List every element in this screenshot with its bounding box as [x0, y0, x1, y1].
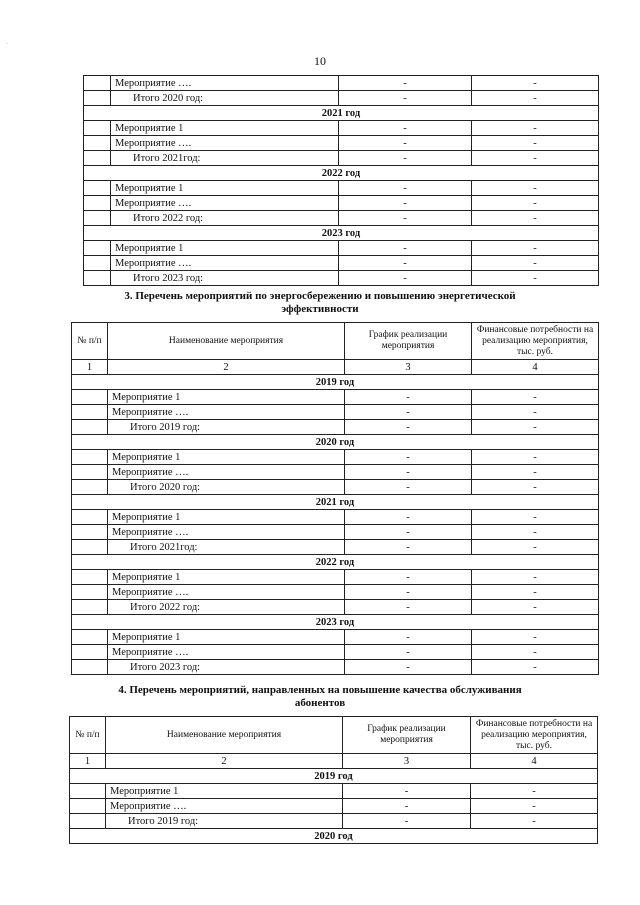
row-number-cell [72, 660, 108, 675]
financing-cell: - [472, 645, 599, 660]
financing-cell: - [472, 181, 599, 196]
total-row [84, 271, 599, 286]
financing-cell: - [472, 256, 599, 271]
row-number-cell [70, 784, 106, 799]
event-row [84, 181, 599, 196]
financing-cell: - [472, 510, 599, 525]
schedule-cell: - [343, 784, 471, 799]
financing-cell: - [472, 600, 599, 615]
event-row [72, 510, 599, 525]
section-4-title: 4. Перечень мероприятий, направленных на повышение качества обслуживания абонентов [118, 684, 522, 709]
event-name-cell: Мероприятие …. [106, 799, 343, 814]
event-name-cell: Мероприятие 1 [108, 390, 345, 405]
header-event-name: Наименование мероприятия [108, 323, 345, 360]
event-name-cell: Мероприятие …. [108, 405, 345, 420]
year-header-row [72, 435, 599, 450]
total-row [84, 151, 599, 166]
financing-cell: - [472, 420, 599, 435]
column-index: 2 [106, 754, 343, 769]
schedule-cell: - [339, 151, 472, 166]
row-number-cell [72, 525, 108, 540]
event-row [70, 799, 598, 814]
event-name-cell: Итого 2019 год: [108, 420, 345, 435]
financing-cell: - [472, 405, 599, 420]
schedule-cell: - [345, 480, 472, 495]
row-number-cell [84, 181, 111, 196]
event-name-cell: Мероприятие 1 [108, 570, 345, 585]
schedule-cell: - [339, 121, 472, 136]
year-header-row [72, 555, 599, 570]
column-index: 1 [70, 754, 106, 769]
schedule-cell: - [339, 196, 472, 211]
event-name-cell: Итого 2020 год: [108, 480, 345, 495]
row-number-cell [84, 241, 111, 256]
schedule-cell: - [345, 450, 472, 465]
event-name-cell: Мероприятие …. [108, 585, 345, 600]
event-name-cell: Итого 2021год: [111, 151, 339, 166]
year-label: 2019 год [72, 375, 599, 390]
year-label: 2022 год [72, 555, 599, 570]
financing-cell: - [472, 121, 599, 136]
event-name-cell: Мероприятие 1 [108, 630, 345, 645]
schedule-cell: - [345, 645, 472, 660]
schedule-cell: - [339, 181, 472, 196]
total-row [84, 91, 599, 106]
header-number: № п/п [70, 717, 106, 754]
event-row [84, 121, 599, 136]
schedule-cell: - [345, 660, 472, 675]
event-row [84, 76, 599, 91]
event-row [84, 196, 599, 211]
event-row [72, 405, 599, 420]
schedule-cell: - [345, 390, 472, 405]
column-index: 1 [72, 360, 108, 375]
event-row [72, 450, 599, 465]
schedule-cell: - [345, 405, 472, 420]
header-financing: Финансовые потребности на реализацию мероприятия, тыс. руб. [472, 323, 599, 360]
row-number-cell [72, 420, 108, 435]
financing-cell: - [472, 450, 599, 465]
section-3-title: 3. Перечень мероприятий по энергосбережению и повышению энергетической эффективности [124, 290, 516, 315]
page-number: 10 [314, 54, 326, 68]
event-row [84, 256, 599, 271]
table-header-row [72, 323, 599, 360]
financing-cell: - [472, 570, 599, 585]
row-number-cell [72, 390, 108, 405]
row-number-cell [72, 630, 108, 645]
event-name-cell: Итого 2022 год: [111, 211, 339, 226]
financing-cell: - [472, 540, 599, 555]
financing-cell: - [472, 630, 599, 645]
event-name-cell: Мероприятие 1 [108, 510, 345, 525]
row-number-cell [72, 450, 108, 465]
schedule-cell: - [339, 91, 472, 106]
total-row [72, 480, 599, 495]
row-number-cell [72, 480, 108, 495]
row-number-cell [70, 799, 106, 814]
financing-cell: - [472, 271, 599, 286]
total-row [72, 540, 599, 555]
financing-cell: - [472, 211, 599, 226]
row-number-cell [84, 271, 111, 286]
event-name-cell: Мероприятие 1 [111, 241, 339, 256]
schedule-cell: - [343, 814, 471, 829]
schedule-cell: - [345, 525, 472, 540]
total-row [72, 660, 599, 675]
row-number-cell [84, 76, 111, 91]
financing-cell: - [472, 91, 599, 106]
total-row [70, 814, 598, 829]
event-row [84, 136, 599, 151]
total-row [72, 420, 599, 435]
schedule-cell: - [339, 256, 472, 271]
event-row [72, 570, 599, 585]
header-financing: Финансовые потребности на реализацию мероприятия, тыс. руб. [471, 717, 598, 754]
event-name-cell: Мероприятие …. [108, 525, 345, 540]
header-number: № п/п [72, 323, 108, 360]
column-index: 2 [108, 360, 345, 375]
year-header-row [84, 226, 599, 241]
financing-cell: - [472, 76, 599, 91]
row-number-cell [72, 405, 108, 420]
event-row [70, 784, 598, 799]
year-header-row [84, 106, 599, 121]
financing-cell: - [472, 480, 599, 495]
year-header-row [70, 769, 598, 784]
events-table-continued [83, 75, 599, 286]
row-number-cell [84, 196, 111, 211]
financing-cell: - [472, 136, 599, 151]
year-label: 2021 год [72, 495, 599, 510]
event-name-cell: Мероприятие …. [111, 256, 339, 271]
financing-cell: - [471, 784, 598, 799]
financing-cell: - [472, 525, 599, 540]
header-schedule: График реализации мероприятия [345, 323, 472, 360]
year-label: 2019 год [70, 769, 598, 784]
schedule-cell: - [345, 600, 472, 615]
row-number-cell [70, 814, 106, 829]
row-number-cell [72, 540, 108, 555]
event-name-cell: Мероприятие …. [111, 196, 339, 211]
schedule-cell: - [339, 136, 472, 151]
financing-cell: - [472, 390, 599, 405]
event-name-cell: Мероприятие 1 [106, 784, 343, 799]
event-row [84, 241, 599, 256]
schedule-cell: - [345, 465, 472, 480]
year-header-row [70, 829, 598, 844]
column-index: 3 [345, 360, 472, 375]
event-name-cell: Итого 2023 год: [108, 660, 345, 675]
event-row [72, 645, 599, 660]
event-row [72, 630, 599, 645]
schedule-cell: - [339, 241, 472, 256]
column-index: 4 [471, 754, 598, 769]
schedule-cell: - [339, 271, 472, 286]
schedule-cell: - [345, 630, 472, 645]
schedule-cell: - [345, 570, 472, 585]
financing-cell: - [472, 196, 599, 211]
row-number-cell [72, 600, 108, 615]
financing-cell: - [472, 585, 599, 600]
financing-cell: - [471, 814, 598, 829]
financing-cell: - [472, 241, 599, 256]
event-name-cell: Мероприятие 1 [111, 181, 339, 196]
total-row [72, 600, 599, 615]
schedule-cell: - [343, 799, 471, 814]
event-name-cell: Мероприятие 1 [108, 450, 345, 465]
row-number-cell [84, 256, 111, 271]
event-name-cell: Мероприятие …. [111, 136, 339, 151]
column-index-row [70, 754, 598, 769]
event-row [72, 465, 599, 480]
row-number-cell [72, 570, 108, 585]
schedule-cell: - [345, 510, 472, 525]
year-label: 2020 год [70, 829, 598, 844]
year-label: 2021 год [84, 106, 599, 121]
financing-cell: - [472, 151, 599, 166]
schedule-cell: - [345, 420, 472, 435]
event-name-cell: Итого 2019 год: [106, 814, 343, 829]
row-number-cell [84, 91, 111, 106]
year-label: 2023 год [84, 226, 599, 241]
year-label: 2023 год [72, 615, 599, 630]
schedule-cell: - [339, 76, 472, 91]
schedule-cell: - [339, 211, 472, 226]
row-number-cell [72, 645, 108, 660]
schedule-cell: - [345, 585, 472, 600]
row-number-cell [72, 585, 108, 600]
column-index-row [72, 360, 599, 375]
event-name-cell: Мероприятие …. [108, 465, 345, 480]
row-number-cell [84, 136, 111, 151]
scan-margin-mark: · [6, 40, 9, 48]
row-number-cell [84, 151, 111, 166]
year-header-row [84, 166, 599, 181]
table-header-row [70, 717, 598, 754]
row-number-cell [72, 465, 108, 480]
financing-cell: - [472, 465, 599, 480]
event-name-cell: Итого 2020 год: [111, 91, 339, 106]
row-number-cell [84, 121, 111, 136]
event-row [72, 585, 599, 600]
financing-cell: - [471, 799, 598, 814]
schedule-cell: - [345, 540, 472, 555]
year-header-row [72, 495, 599, 510]
event-name-cell: Итого 2023 год: [111, 271, 339, 286]
row-number-cell [72, 510, 108, 525]
total-row [84, 211, 599, 226]
row-number-cell [84, 211, 111, 226]
event-name-cell: Мероприятие 1 [111, 121, 339, 136]
column-index: 4 [472, 360, 599, 375]
year-label: 2022 год [84, 166, 599, 181]
event-name-cell: Мероприятие …. [111, 76, 339, 91]
year-header-row [72, 375, 599, 390]
event-name-cell: Итого 2022 год: [108, 600, 345, 615]
year-label: 2020 год [72, 435, 599, 450]
energy-saving-events-table [71, 322, 599, 675]
event-name-cell: Мероприятие …. [108, 645, 345, 660]
header-event-name: Наименование мероприятия [106, 717, 343, 754]
event-row [72, 390, 599, 405]
event-row [72, 525, 599, 540]
service-quality-events-table [69, 716, 598, 844]
financing-cell: - [472, 660, 599, 675]
event-name-cell: Итого 2021год: [108, 540, 345, 555]
column-index: 3 [343, 754, 471, 769]
year-header-row [72, 615, 599, 630]
header-schedule: График реализации мероприятия [343, 717, 471, 754]
